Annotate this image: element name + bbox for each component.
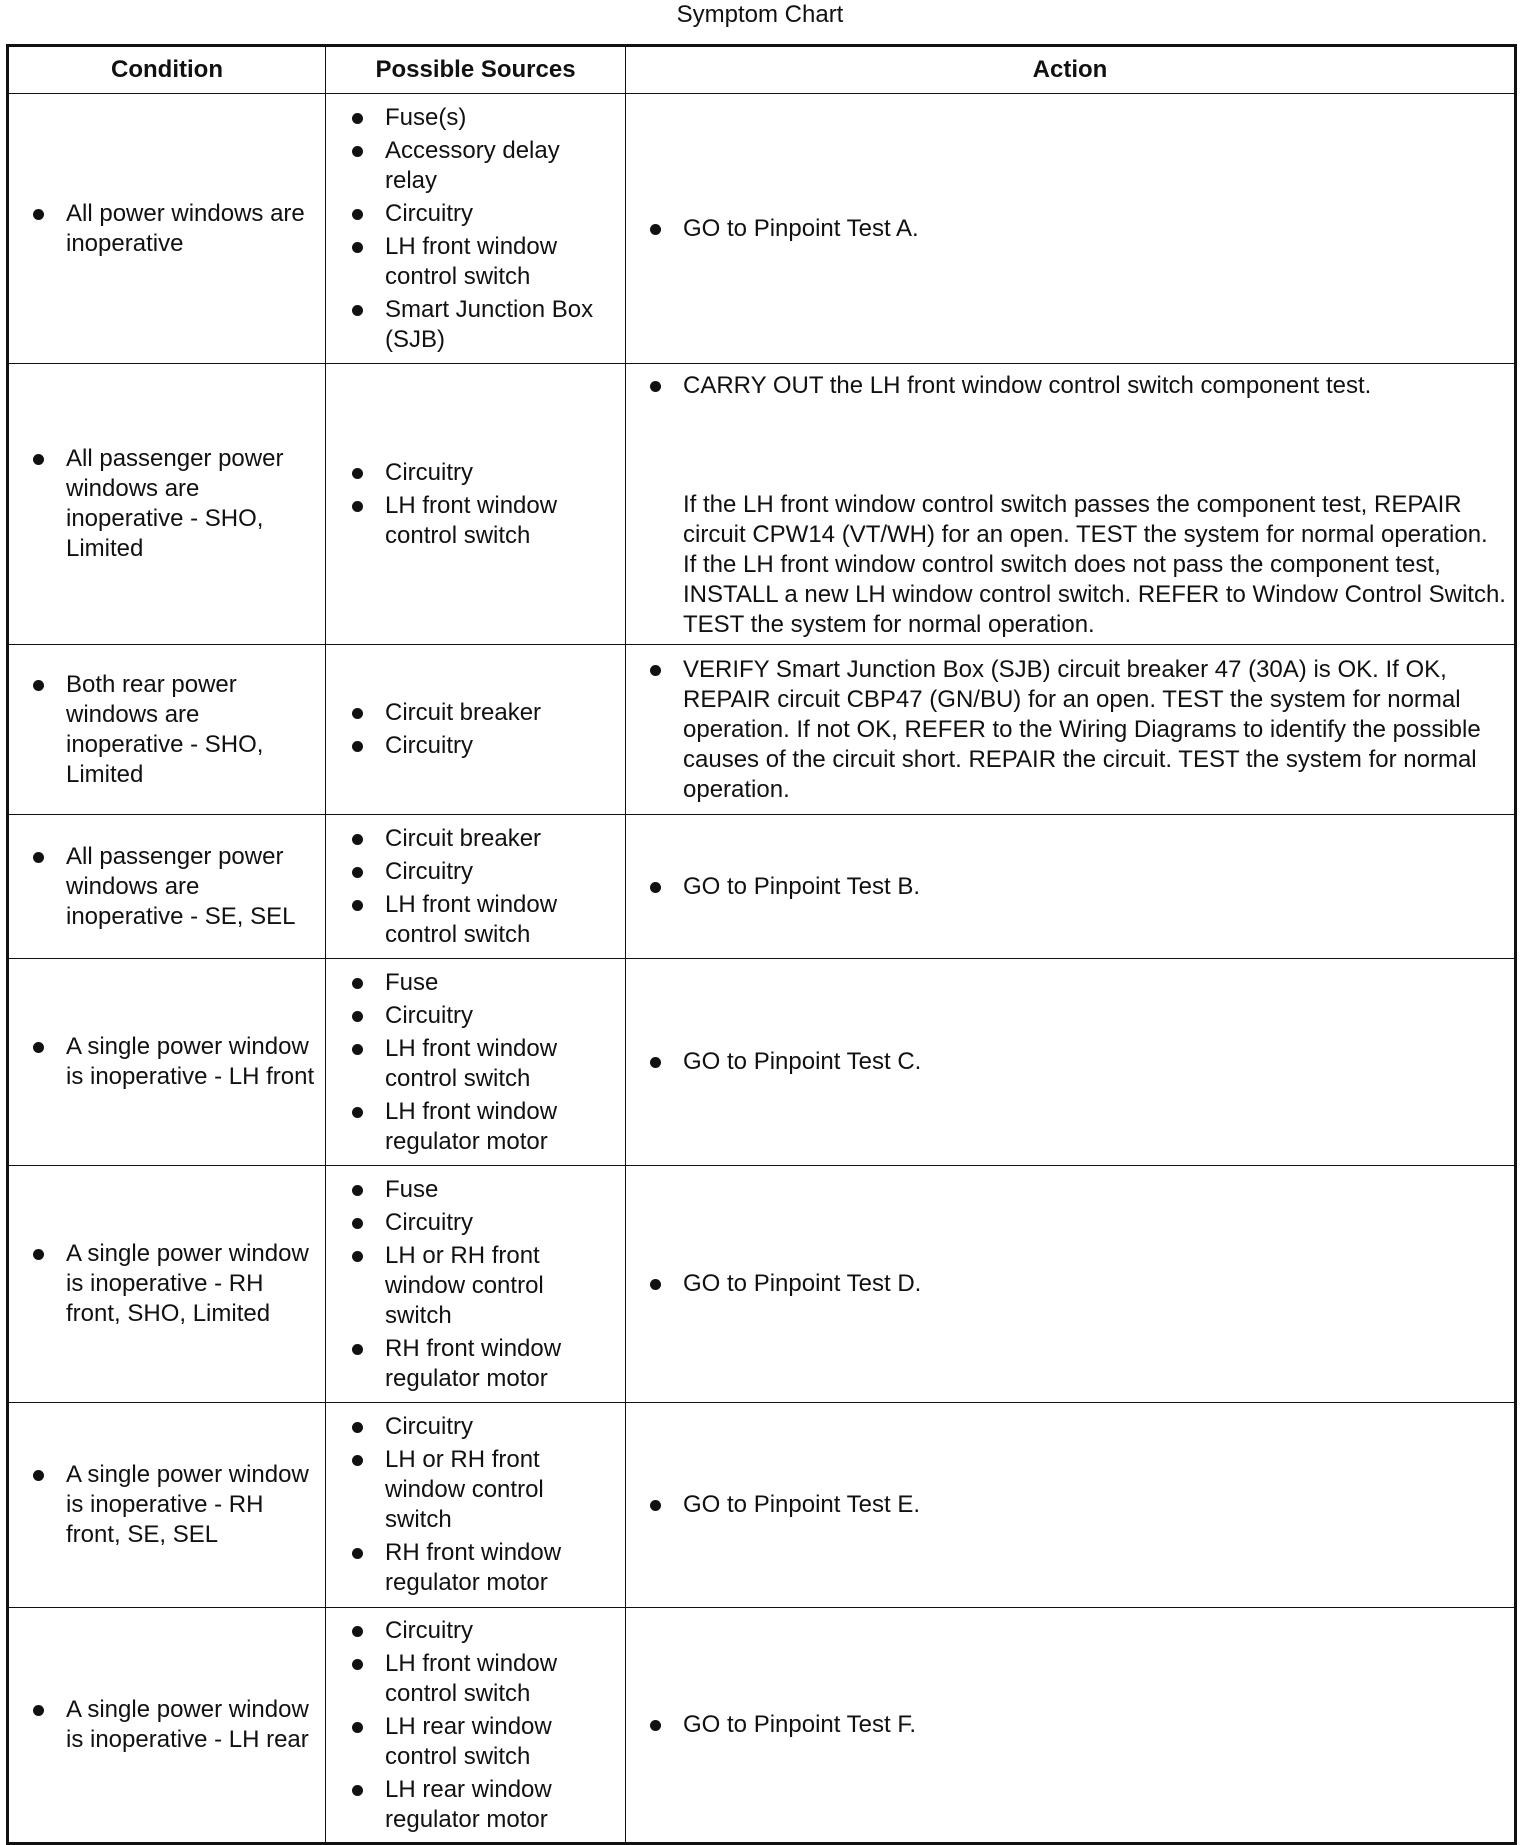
source-item: Accessory delay relay [352, 136, 617, 196]
source-item: Circuit breaker [352, 698, 617, 728]
condition-cell [8, 94, 326, 364]
condition-text: A single power window is inoperative - LH rear [33, 1695, 317, 1755]
condition-cell [8, 364, 326, 645]
source-item: LH front window regulator motor [352, 1097, 617, 1157]
sources-cell [326, 1608, 626, 1844]
source-item: Fuse [352, 1175, 617, 1205]
condition-text: All passenger power windows are inoperative - SHO, Limited [33, 444, 317, 564]
source-item: LH or RH front window control switch [352, 1241, 617, 1331]
source-item: LH or RH front window control switch [352, 1445, 617, 1535]
sources-cell [326, 645, 626, 815]
source-item: LH front window control switch [352, 491, 617, 551]
action-text: GO to Pinpoint Test F. [650, 1710, 1506, 1740]
condition-cell [8, 645, 326, 815]
condition-cell [8, 1403, 326, 1608]
condition-cell [8, 1166, 326, 1403]
source-item: RH front window regulator motor [352, 1334, 617, 1394]
condition-text: All power windows are inoperative [33, 199, 317, 259]
symptom-chart-table [6, 44, 1517, 1845]
source-item: RH front window regulator motor [352, 1538, 617, 1598]
source-item: Circuitry [352, 458, 617, 488]
action-cell [626, 1608, 1516, 1844]
condition-text: A single power window is inoperative - RH front, SHO, Limited [33, 1239, 317, 1329]
action-cell [626, 1403, 1516, 1608]
header-row [8, 46, 1516, 94]
sources-cell [326, 1403, 626, 1608]
table-row [8, 1608, 1516, 1844]
condition-text: A single power window is inoperative - LH front [33, 1032, 317, 1092]
source-item: Circuit breaker [352, 824, 617, 854]
condition-header: Condition [8, 46, 326, 94]
source-item: Circuitry [352, 199, 617, 229]
spacer [650, 404, 1506, 490]
table-row [8, 94, 1516, 364]
sources-cell [326, 815, 626, 959]
table-row [8, 364, 1516, 645]
action-cell [626, 959, 1516, 1166]
source-item: Circuitry [352, 1616, 617, 1646]
action-cell [626, 645, 1516, 815]
condition-text: All passenger power windows are inoperative - SE, SEL [33, 842, 317, 932]
condition-cell [8, 959, 326, 1166]
action-text: GO to Pinpoint Test C. [650, 1047, 1506, 1077]
action-text: GO to Pinpoint Test E. [650, 1490, 1506, 1520]
source-item: Smart Junction Box (SJB) [352, 295, 617, 355]
sources-header: Possible Sources [326, 46, 626, 94]
action-cell [626, 1166, 1516, 1403]
source-item: Fuse [352, 968, 617, 998]
action-text: GO to Pinpoint Test B. [650, 872, 1506, 902]
condition-cell [8, 815, 326, 959]
action-header: Action [626, 46, 1516, 94]
table-row [8, 1403, 1516, 1608]
source-item: Circuitry [352, 1412, 617, 1442]
action-cell [626, 815, 1516, 959]
source-item: LH rear window control switch [352, 1712, 617, 1772]
action-cell [626, 364, 1516, 645]
table-row [8, 1166, 1516, 1403]
source-item: Circuitry [352, 1208, 617, 1238]
sources-cell [326, 1166, 626, 1403]
action-text: GO to Pinpoint Test D. [650, 1269, 1506, 1299]
action-cell [626, 94, 1516, 364]
table-row [8, 815, 1516, 959]
condition-text: A single power window is inoperative - RH front, SE, SEL [33, 1460, 317, 1550]
sources-cell [326, 364, 626, 645]
sources-cell [326, 94, 626, 364]
table-row [8, 959, 1516, 1166]
source-item: Circuitry [352, 857, 617, 887]
source-item: LH front window control switch [352, 890, 617, 950]
sources-cell [326, 959, 626, 1166]
action-text: GO to Pinpoint Test A. [650, 214, 1506, 244]
source-item: Fuse(s) [352, 103, 617, 133]
page-title: Symptom Chart [676, 1, 844, 28]
action-text: CARRY OUT the LH front window control switch component test. [650, 371, 1506, 401]
source-item: LH front window control switch [352, 232, 617, 292]
action-text: VERIFY Smart Junction Box (SJB) circuit breaker 47 (30A) is OK. If OK, REPAIR circuit CBP47 (GN/BU) for an open. TEST the system for normal operation. If not OK, REFER to the Wiring Diagrams to identify the possible causes of the circuit short. REPAIR the circuit. TEST the system for normal operation. [650, 655, 1506, 805]
source-item: LH front window control switch [352, 1649, 617, 1709]
source-item: Circuitry [352, 1001, 617, 1031]
source-item: LH front window control switch [352, 1034, 617, 1094]
action-note: If the LH front window control switch passes the component test, REPAIR circuit CPW14 (VT/WH) for an open. TEST the system for normal operation. If the LH front window control switch does not pass the component test, INSTALL a new LH window control switch. REFER to Window Control Switch. TEST the system for normal operation. [683, 491, 1506, 638]
source-item: Circuitry [352, 731, 617, 761]
table-row [8, 645, 1516, 815]
condition-text: Both rear power windows are inoperative - SHO, Limited [33, 670, 317, 790]
source-item: LH rear window regulator motor [352, 1775, 617, 1835]
condition-cell [8, 1608, 326, 1844]
